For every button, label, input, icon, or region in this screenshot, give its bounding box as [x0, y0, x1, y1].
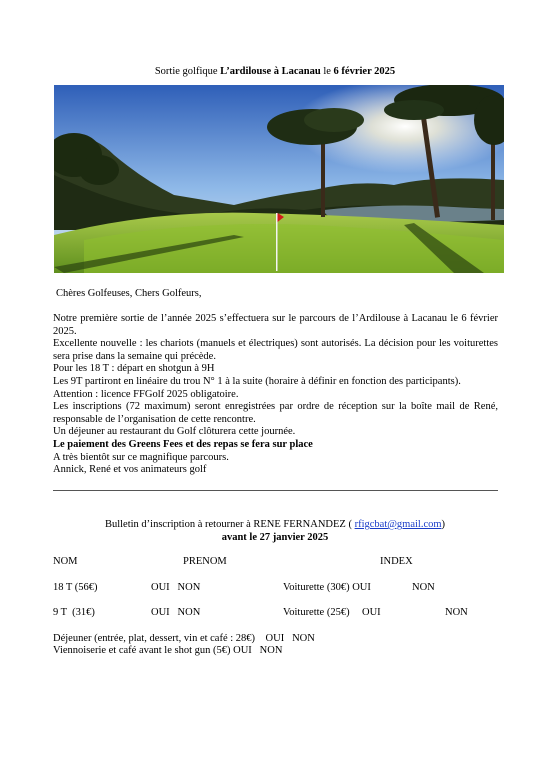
viennoiserie-option[interactable]: Viennoiserie et café avant le shot gun (5€) OUI NON: [53, 645, 283, 656]
option-9-holes-label: 9 T (31€): [53, 607, 95, 618]
cart-18-holes-label[interactable]: Voiturette (30€) OUI: [283, 582, 371, 593]
registration-deadline: avant le 27 janvier 2025: [221, 532, 329, 543]
payment-notice: Le paiement des Greens Fees et des repas se fera sur place: [53, 438, 313, 450]
option-18-holes-label: 18 T (56€): [53, 582, 98, 593]
registration-text-end: ): [441, 519, 446, 530]
body-paragraph: Attention : licence FFGolf 2025 obligatoire.: [53, 388, 239, 400]
announcement-body: [53, 313, 498, 477]
page-title: [0, 66, 550, 77]
separator-line: [53, 490, 498, 491]
title-date: 6 février 2025: [333, 66, 396, 77]
option-9-holes-choice[interactable]: OUI NON: [151, 607, 201, 618]
body-paragraph: Les inscriptions (72 maximum) seront enregistrées par ordre de réception sur la boîte mail de René, responsable de l’organisation de cette rencontre.: [53, 401, 498, 425]
greeting: Chères Golfeuses, Chers Golfeurs,: [56, 288, 202, 299]
cart-18-holes-non[interactable]: NON: [412, 582, 435, 593]
signature: Annick, René et vos animateurs golf: [53, 464, 207, 476]
golf-course-photo: [54, 85, 504, 273]
cart-9-holes-non[interactable]: NON: [445, 607, 468, 618]
option-18-holes-choice[interactable]: OUI NON: [151, 582, 201, 593]
cart-9-holes-oui[interactable]: OUI: [362, 607, 381, 618]
body-paragraph: Notre première sortie de l’année 2025 s’effectuera sur le parcours de l’Ardilouse à Lacanau le 6 février 2025.: [53, 313, 498, 337]
registration-text: Bulletin d’inscription à retourner à RENE FERNANDEZ (: [104, 519, 355, 530]
body-paragraph: Pour les 18 T : départ en shotgun à 9H: [53, 363, 215, 375]
title-middle: le: [320, 66, 334, 77]
registration-header: [0, 518, 550, 544]
nom-field-label: NOM: [53, 556, 78, 567]
title-venue: L’ardilouse à Lacanau: [220, 66, 321, 77]
body-paragraph: Excellente nouvelle : les chariots (manuels et électriques) sont autorisés. La décision pour les voiturettes sera prise dans la semaine qui précède.: [53, 338, 498, 362]
cart-9-holes-label: Voiturette (25€): [283, 607, 350, 618]
lunch-option[interactable]: Déjeuner (entrée, plat, dessert, vin et café : 28€) OUI NON: [53, 633, 315, 644]
title-prefix: Sortie golfique: [154, 66, 221, 77]
registration-instruction: [0, 518, 550, 531]
index-field-label: INDEX: [380, 556, 413, 567]
body-paragraph: Les 9T partiront en linéaire du trou N° 1 à la suite (horaire à définir en fonction des participants).: [53, 375, 461, 387]
body-paragraph: A très bientôt sur ce magnifique parcours.: [53, 451, 229, 463]
body-paragraph: Un déjeuner au restaurant du Golf clôturera cette journée.: [53, 426, 296, 438]
email-link[interactable]: rfigcbat@gmail.com: [354, 519, 442, 530]
prenom-field-label: PRENOM: [183, 556, 227, 567]
